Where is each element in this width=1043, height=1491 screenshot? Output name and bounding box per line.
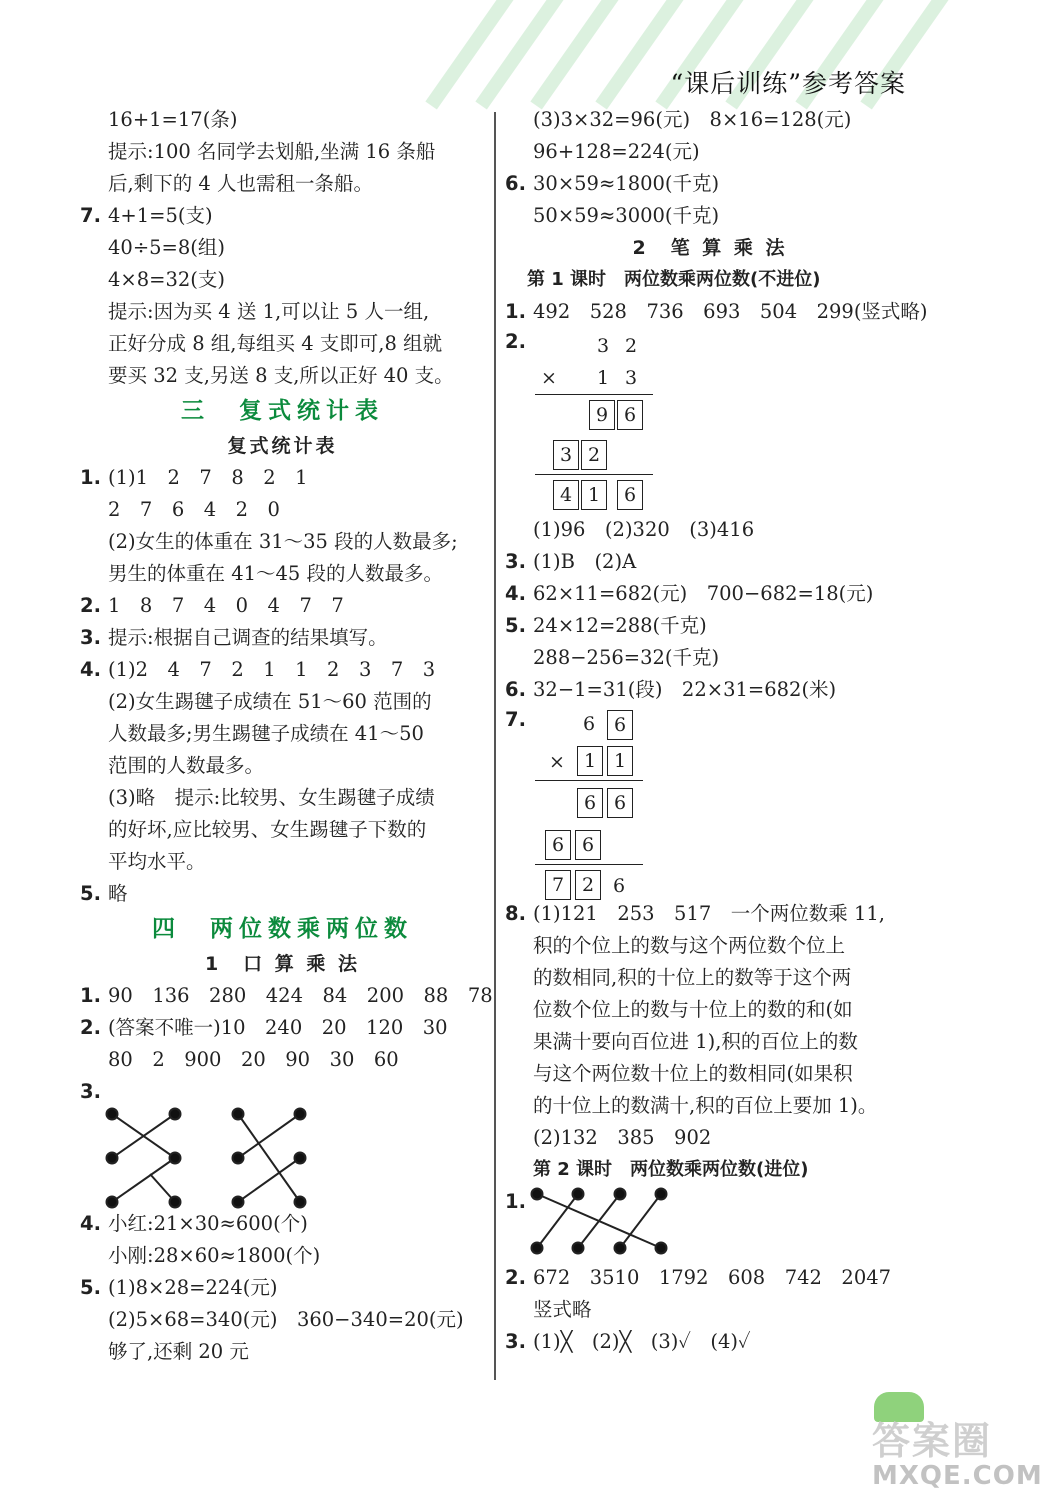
- question-number: 5.: [505, 614, 526, 637]
- answer-line: 略: [108, 882, 128, 905]
- answer-line: (3)3×32=96(元) 8×16=128(元): [533, 108, 852, 131]
- answer-line: 果满十要向百位进 1),积的百位上的数: [533, 1030, 858, 1053]
- match-dot: [107, 1109, 118, 1120]
- hint-line: 正好分成 8 组,每组买 4 支即可,8 组就: [108, 332, 443, 355]
- page-title: “课后训练”参考答案: [670, 69, 906, 98]
- question-number: 3.: [80, 626, 101, 649]
- times-sign: ×: [549, 751, 565, 773]
- match-dot: [295, 1197, 306, 1208]
- match-dot: [573, 1189, 584, 1200]
- matching-lines-figure: [505, 1186, 705, 1266]
- question-number: 4.: [80, 1212, 101, 1235]
- answer-line: 4+1=5(支): [108, 204, 213, 227]
- match-dot: [233, 1109, 244, 1120]
- match-dot: [615, 1189, 626, 1200]
- match-dot: [107, 1153, 118, 1164]
- question-number: 1.: [505, 1190, 526, 1213]
- answer-box: 1: [577, 746, 603, 776]
- vertical-multiplication: [505, 706, 915, 898]
- match-line: [112, 1158, 175, 1202]
- answer-box: 6: [607, 710, 633, 740]
- answer-line: 小刚:28×60≈1800(个): [108, 1244, 321, 1267]
- result-digit: 6: [612, 875, 626, 897]
- match-dot: [656, 1189, 667, 1200]
- match-line: [578, 1194, 620, 1248]
- section-heading: 四 两位数乘两位数: [152, 915, 413, 942]
- answer-line: (1)8×28=224(元): [108, 1276, 278, 1299]
- match-dot: [107, 1197, 118, 1208]
- matching-diagram: [505, 1186, 915, 1242]
- matching-lines-figure: [80, 1108, 485, 1208]
- hint-line: 提示:因为买 4 送 1,可以让 5 人一组,: [108, 300, 430, 323]
- multiplicand-digit: 6: [582, 713, 596, 735]
- answer-line: 50×59≈3000(千克): [533, 204, 720, 227]
- rule-line: [535, 474, 653, 475]
- answer-line: (1)1 2 7 8 2 1: [108, 466, 308, 489]
- match-line: [238, 1158, 300, 1202]
- answer-box: 7: [545, 870, 571, 900]
- question-number: 8.: [505, 902, 526, 925]
- answer-line: 的十位上的数满十,积的百位上要加 1)。: [533, 1094, 878, 1117]
- answer-line: 80 2 900 20 90 30 60: [108, 1048, 399, 1071]
- question-number: 3.: [505, 1330, 526, 1353]
- times-sign: ×: [541, 367, 557, 389]
- match-dot: [170, 1153, 181, 1164]
- answer-line: 62×11=682(元) 700−682=18(元): [533, 582, 874, 605]
- match-dot: [233, 1153, 244, 1164]
- answer-line: 288−256=32(千克): [533, 646, 720, 669]
- answer-line: 竖式略: [533, 1298, 592, 1321]
- subsection-heading: 复式统计表: [227, 435, 338, 457]
- answer-box: 6: [545, 830, 571, 860]
- question-number: 7.: [505, 708, 526, 731]
- multiplicand-digit: 2: [624, 335, 638, 357]
- question-number: 5.: [80, 1276, 101, 1299]
- answer-line: 的数相同,积的十位上的数等于这个两: [533, 966, 852, 989]
- answer-line: 平均水平。: [108, 850, 206, 873]
- answer-box: 2: [581, 440, 607, 470]
- answer-line: 小红:21×30≈600(个): [108, 1212, 308, 1235]
- answer-line: 4×8=32(支): [108, 268, 226, 291]
- answer-line: 30×59≈1800(千克): [533, 172, 720, 195]
- answer-line: (1)96 (2)320 (3)416: [533, 518, 755, 541]
- answer-line: 人数最多;男生踢毽子成绩在 41～50: [108, 722, 424, 745]
- match-dot: [295, 1109, 306, 1120]
- answer-line: 与这个两位数十位上的数相同(如果积: [533, 1062, 853, 1085]
- answer-line: 16+1=17(条): [108, 108, 238, 131]
- question-number: 4.: [505, 582, 526, 605]
- answer-box: 6: [617, 400, 643, 430]
- hint-line: 要买 32 支,另送 8 支,所以正好 40 支。: [108, 364, 454, 387]
- answer-line: (答案不唯一)10 240 20 120 30: [108, 1016, 448, 1039]
- watermark-url: MXQE.COM: [872, 1461, 1043, 1491]
- question-number: 6.: [505, 172, 526, 195]
- watermark-text: 答案圈: [872, 1419, 993, 1463]
- matching-diagram: [80, 1108, 485, 1208]
- answer-line: 32−1=31(段) 22×31=682(米): [533, 678, 837, 701]
- answer-line: (2)132 385 902: [533, 1126, 712, 1149]
- question-number: 2.: [80, 1016, 101, 1039]
- answer-box: 2: [575, 870, 601, 900]
- match-dot: [295, 1153, 306, 1164]
- left-column: [80, 104, 493, 1368]
- question-number: 1.: [80, 466, 101, 489]
- answer-line: 积的个位上的数与这个两位数个位上: [533, 934, 846, 957]
- answer-line: 1 8 7 4 0 4 7 7: [108, 594, 344, 617]
- question-number: 5.: [80, 882, 101, 905]
- match-dot: [656, 1243, 667, 1254]
- match-line: [238, 1114, 300, 1158]
- answer-box: 9: [589, 400, 615, 430]
- right-column: [505, 104, 928, 1358]
- answer-box: 6: [577, 788, 603, 818]
- answer-box: 3: [553, 440, 579, 470]
- hint-line: 提示:100 名同学去划船,坐满 16 条船: [108, 140, 436, 163]
- match-dot: [532, 1189, 543, 1200]
- vertical-multiplication: [505, 328, 915, 514]
- match-dot: [532, 1243, 543, 1254]
- answer-line: 位数个位上的数与十位上的数的和(如: [533, 998, 853, 1021]
- question-number: 1.: [80, 984, 101, 1007]
- answer-box: 1: [581, 480, 607, 510]
- question-number: 2.: [505, 330, 526, 353]
- question-number: 2.: [505, 1266, 526, 1289]
- column-divider: [494, 112, 496, 1380]
- match-dot: [615, 1243, 626, 1254]
- multiplier-digit: 1: [596, 367, 610, 389]
- answer-box: 6: [617, 480, 643, 510]
- answer-line: 24×12=288(千克): [533, 614, 707, 637]
- answer-line: 男生的体重在 41～45 段的人数最多。: [108, 562, 444, 585]
- answer-line: 492 528 736 693 504 299(竖式略): [533, 300, 928, 323]
- answer-line: 的好坏,应比较男、女生踢毽子下数的: [108, 818, 427, 841]
- answer-line: 90 136 280 424 84 200 88 78: [108, 984, 493, 1007]
- subsection-heading: 1 口 算 乘 法: [204, 953, 361, 975]
- answer-line: (2)女生踢毽子成绩在 51～60 范围的: [108, 690, 432, 713]
- question-number: 1.: [505, 300, 526, 323]
- answer-line: (1)╳ (2)╳ (3)✓ (4)✓: [533, 1330, 751, 1353]
- answer-line: (1)B (2)A: [533, 550, 637, 573]
- match-line: [238, 1114, 300, 1202]
- lesson-heading: 第 1 课时 两位数乘两位数(不进位): [527, 269, 821, 290]
- watermark: [872, 1410, 1043, 1491]
- answer-box: 1: [607, 746, 633, 776]
- multiplier-digit: 3: [624, 367, 638, 389]
- answer-line: 40÷5=8(组): [108, 236, 226, 259]
- lesson-heading: 第 2 课时 两位数乘两位数(进位): [533, 1159, 809, 1180]
- question-number: 2.: [80, 594, 101, 617]
- answer-line: (3)略 提示:比较男、女生踢毽子成绩: [108, 786, 435, 809]
- answer-line: 够了,还剩 20 元: [108, 1340, 249, 1363]
- section-heading: 三 复式统计表: [181, 397, 384, 424]
- rule-line: [535, 864, 643, 865]
- answer-line: (2)女生的体重在 31～35 段的人数最多;: [108, 530, 458, 553]
- rule-line: [535, 394, 653, 395]
- match-dot: [573, 1243, 584, 1254]
- question-number: 3.: [505, 550, 526, 573]
- question-number: 6.: [505, 678, 526, 701]
- answer-line: 672 3510 1792 608 742 2047: [533, 1266, 892, 1289]
- rule-line: [535, 780, 643, 781]
- answer-line: 提示:根据自己调查的结果填写。: [108, 626, 388, 649]
- answer-box: 6: [575, 830, 601, 860]
- answer-line: (1)121 253 517 一个两位数乘 11,: [533, 902, 885, 925]
- answer-box: 4: [553, 480, 579, 510]
- question-number: 4.: [80, 658, 101, 681]
- answer-line: (1)2 4 7 2 1 1 2 3 7 3: [108, 658, 436, 681]
- multiplicand-digit: 3: [596, 335, 610, 357]
- hint-line: 后,剩下的 4 人也需租一条船。: [108, 172, 374, 195]
- answer-line: 2 7 6 4 2 0: [108, 498, 280, 521]
- answer-line: 96+128=224(元): [533, 140, 700, 163]
- question-number: 3.: [80, 1080, 101, 1103]
- answer-line: 范围的人数最多。: [108, 754, 265, 777]
- answer-box: 6: [607, 788, 633, 818]
- answer-line: (2)5×68=340(元) 360−340=20(元): [108, 1308, 464, 1331]
- match-dot: [170, 1109, 181, 1120]
- match-dot: [233, 1197, 244, 1208]
- question-number: 7.: [80, 204, 101, 227]
- match-dot: [170, 1197, 181, 1208]
- subsection-heading: 2 笔 算 乘 法: [632, 237, 788, 259]
